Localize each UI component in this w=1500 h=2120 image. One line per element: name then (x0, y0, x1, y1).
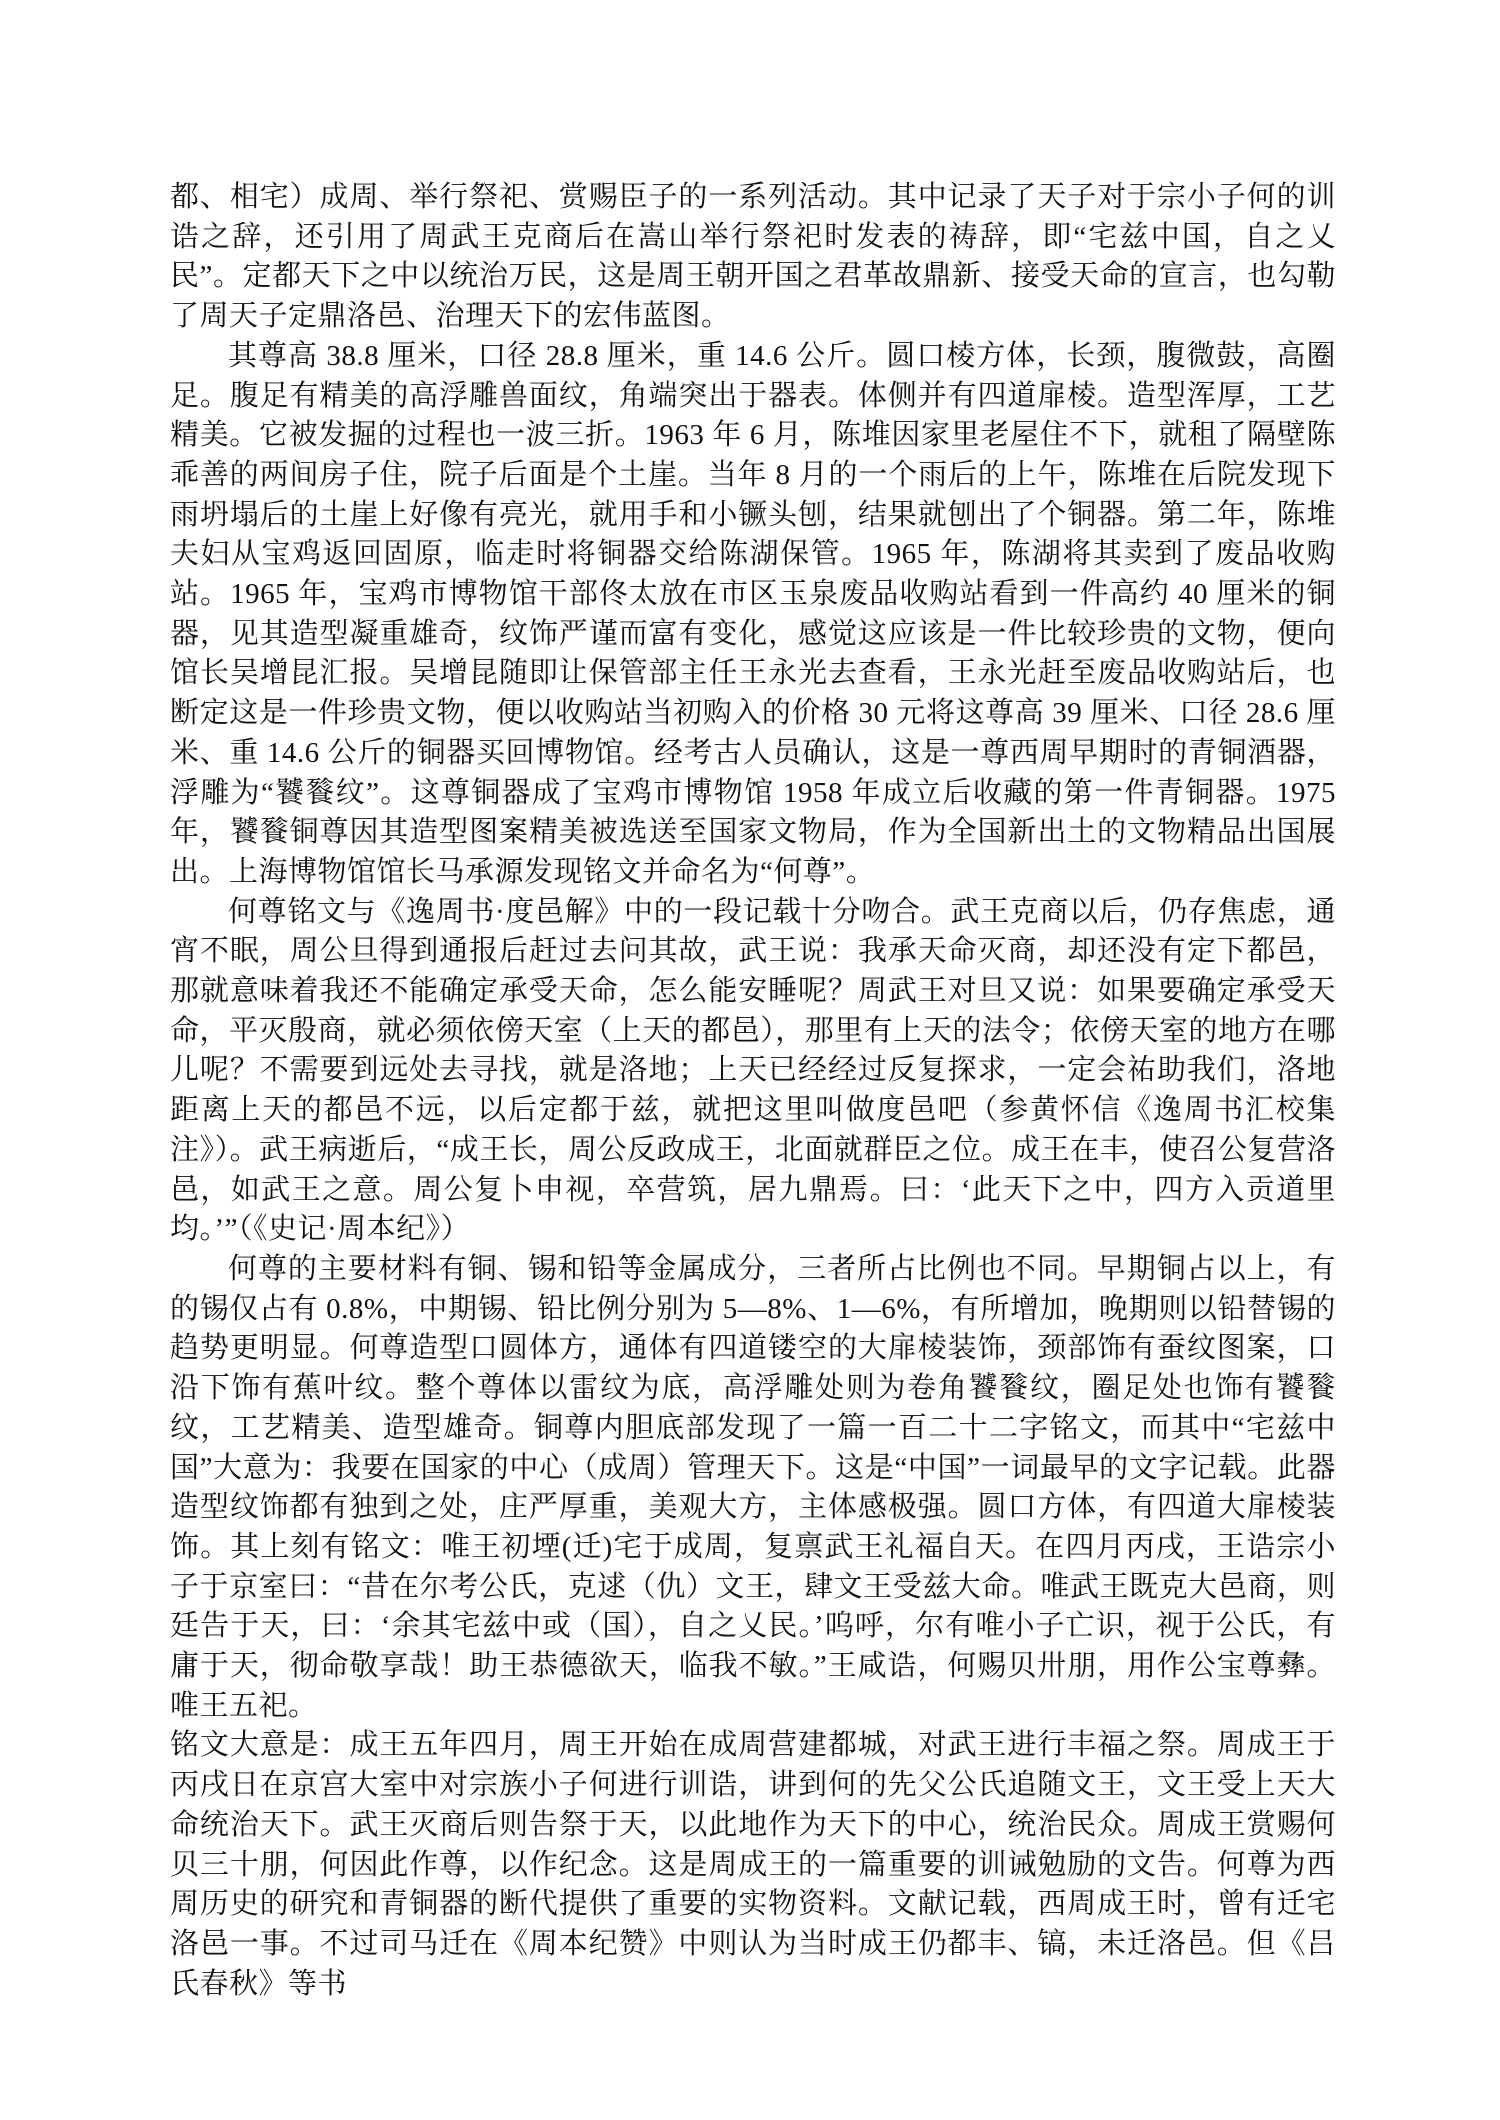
paragraph: 其尊高 38.8 厘米，口径 28.8 厘米，重 14.6 公斤。圆口棱方体，长颈，腹微鼓，高圈足。腹足有精美的高浮雕兽面纹，角端突出于器表。体侧并有四道扉棱。造型浑厚，工艺精美。它被发掘的过程也一波三折。1963 年 6 月，陈堆因家里老屋住不下，就租了隔壁陈乖善的两间房子住，院子后面是个土崖。当年 8 月的一个雨后的上午，陈堆在后院发现下雨坍塌后的土崖上好像有亮光，就用手和小镢头刨，结果就刨出了个铜器。第二年，陈堆夫妇从宝鸡返回固原，临走时将铜器交给陈湖保管。1965 年，陈湖将其卖到了废品收购站。1965 年，宝鸡市博物馆干部佟太放在市区玉泉废品收购站看到一件高约 40 厘米的铜器，见其造型凝重雄奇，纹饰严谨而富有变化，感觉这应该是一件比较珍贵的文物，便向馆长吴增昆汇报。吴增昆随即让保管部主任王永光去查看，王永光赶至废品收购站后，也断定这是一件珍贵文物，便以收购站当初购入的价格 30 元将这尊高 39 厘米、口径 28.6 厘米、重 14.6 公斤的铜器买回博物馆。经考古人员确认，这是一尊西周早期时的青铜酒器，浮雕为“饕餮纹”。这尊铜器成了宝鸡市博物馆 1958 年成立后收藏的第一件青铜器。1975 年，饕餮铜尊因其造型图案精美被选送至国家文物局，作为全国新出土的文物精品出国展出。上海博物馆馆长马承源发现铭文并命名为“何尊”。 (170, 339, 1336, 888)
text-block (170, 178, 1336, 2004)
paragraph: 何尊的主要材料有铜、锡和铅等金属成分，三者所占比例也不同。早期铜占以上，有的锡仅占有 0.8%，中期锡、铅比例分别为 5—8%、1—6%，有所增加，晚期则以铅替锡的趋势更明显。何尊造型口圆体方，通体有四道镂空的大扉棱装饰，颈部饰有蚕纹图案，口沿下饰有蕉叶纹。整个尊体以雷纹为底，高浮雕处则为卷角饕餮纹，圈足处也饰有饕餮纹，工艺精美、造型雄奇。铜尊内胆底部发现了一篇一百二十二字铭文，而其中“宅兹中国”大意为：我要在国家的中心（成周）管理天下。这是“中国”一词最早的文字记载。此器造型纹饰都有独到之处，庄严厚重，美观大方，主体感极强。圆口方体，有四道大扉棱装饰。其上刻有铭文：唯王初堙(迁)宅于成周，复禀武王礼福自天。在四月丙戌，王诰宗小子于京室曰：“昔在尔考公氏，克逑（仇）文王，肆文王受兹大命。唯武王既克大邑商，则廷告于天，曰：‘余其宅兹中或（国），自之乂民。’呜呼，尔有唯小子亡识，视于公氏，有庸于天，彻命敬享哉！助王恭德欲天，临我不敏。”王咸诰，何赐贝卅朋，用作公宝尊彝。唯王五祀。 (170, 1252, 1336, 1722)
paragraph: 何尊铭文与《逸周书·度邑解》中的一段记载十分吻合。武王克商以后，仍存焦虑，通宵不眠，周公旦得到通报后赶过去问其故，武王说：我承天命灭商，却还没有定下都邑，那就意味着我还不能确定承受天命，怎么能安睡呢？周武王对旦又说：如果要确定承受天命，平灭殷商，就必须依傍天室（上天的都邑），那里有上天的法令；依傍天室的地方在哪儿呢？不需要到远处去寻找，就是洛地；上天已经经过反复探求，一定会祐助我们，洛地距离上天的都邑不远，以后定都于兹，就把这里叫做度邑吧（参黄怀信《逸周书汇校集注》）。武王病逝后，“成王长，周公反政成王，北面就群臣之位。成王在丰，使召公复营洛邑，如武王之意。周公复卜申视，卒营筑，居九鼎焉。曰：‘此天下之中，四方入贡道里均。’”（《史记·周本纪》） (170, 895, 1336, 1246)
paragraph: 铭文大意是：成王五年四月，周王开始在成周营建都城，对武王进行丰福之祭。周成王于丙戌日在京宫大室中对宗族小子何进行训诰，讲到何的先父公氏追随文王，文王受上天大命统治天下。武王灭商后则告祭于天，以此地作为天下的中心，统治民众。周成王赏赐何贝三十朋，何因此作尊，以作纪念。这是周成王的一篇重要的训诫勉励的文告。何尊为西周历史的研究和青铜器的断代提供了重要的实物资料。文献记载，西周成王时，曾有迁宅洛邑一事。不过司马迁在《周本纪赞》中则认为当时成王仍都丰、镐，未迁洛邑。但《吕氏春秋》等书 (170, 1729, 1336, 2000)
paragraph: 都、相宅）成周、举行祭祀、赏赐臣子的一系列活动。其中记录了天子对于宗小子何的训诰之辞，还引用了周武王克商后在嵩山举行祭祀时发表的祷辞，即“宅兹中国，自之乂民”。定都天下之中以统治万民，这是周王朝开国之君革故鼎新、接受天命的宣言，也勾勒了周天子定鼎洛邑、治理天下的宏伟蓝图。 (170, 181, 1336, 333)
